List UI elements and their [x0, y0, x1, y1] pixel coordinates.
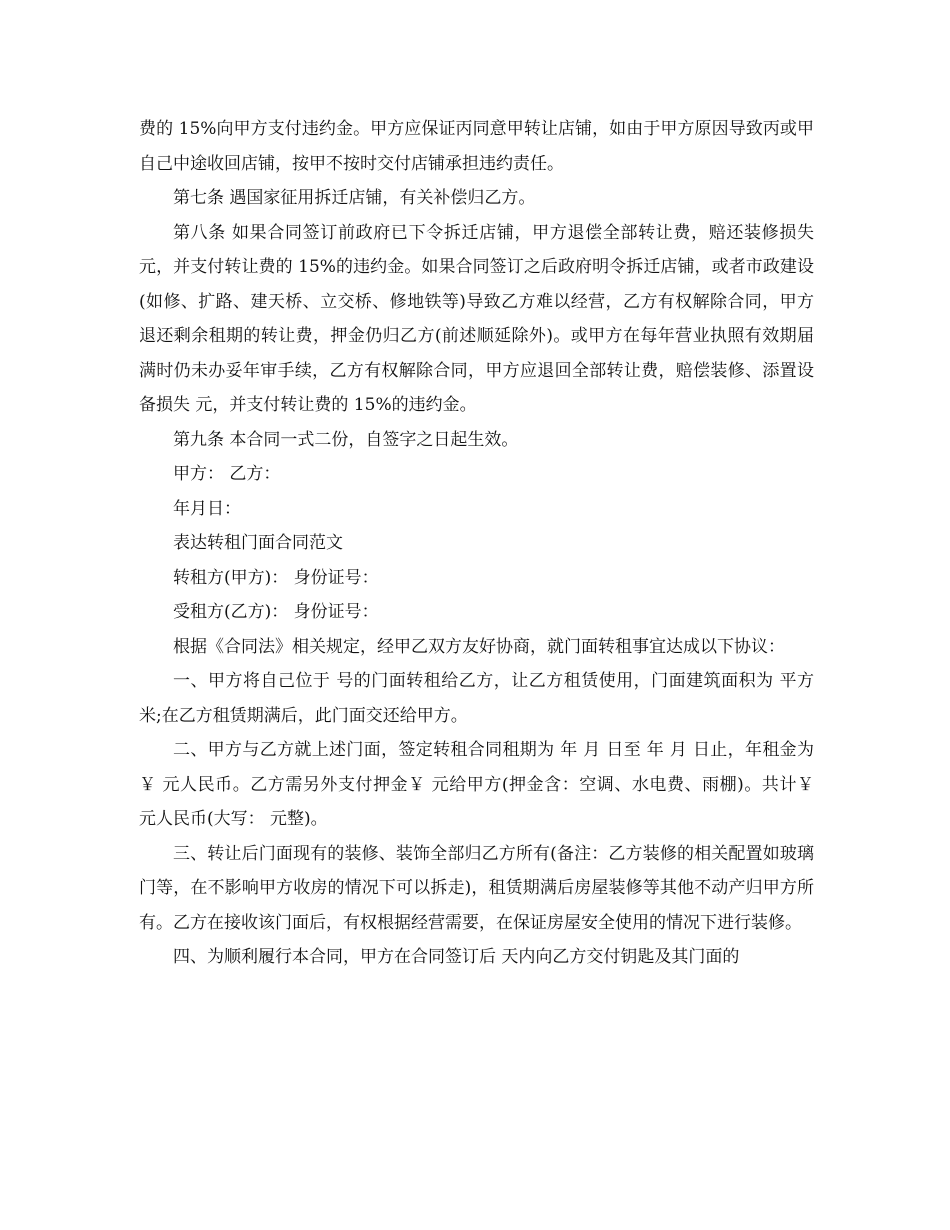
- signature-parties-line: 甲方： 乙方：: [173, 464, 281, 484]
- clause-4: 四、为顺利履行本合同，甲方在合同签订后 天内向乙方交付钥匙及其门面的: [173, 947, 740, 967]
- clause-1: 一、甲方将自己位于 号的门面转租给乙方，让乙方租赁使用，门面建筑面积为 平方米;在乙方租赁期满后，此门面交还给甲方。: [139, 671, 814, 726]
- paragraph-article-7: 第七条 遇国家征用拆迁店铺，有关补偿归乙方。: [173, 188, 536, 208]
- sublessee-line: 受租方(乙方)： 身份证号：: [173, 602, 379, 622]
- paragraph-article-9: 第九条 本合同一式二份，自签字之日起生效。: [173, 429, 519, 450]
- paragraph-penalty-continuation: 费的 15%向甲方支付违约金。甲方应保证丙同意甲转让店铺，如由于甲方原因导致丙或甲自己中途收回店铺，按甲不按时交付店铺承担违约责任。: [139, 119, 814, 174]
- section-title: 表达转租门面合同范文: [173, 533, 343, 553]
- clause-3: 三、转让后门面现有的装修、装饰全部归乙方所有(备注：乙方装修的相关配置如玻璃门等，在不影响甲方收房的情况下可以拆走)，租赁期满后房屋装修等其他不动产归甲方所有。乙方在接收该门面后，有权根据经营需要，在保证房屋安全使用的情况下进行装修。: [139, 843, 814, 933]
- date-line: 年月日：: [173, 498, 241, 519]
- clause-2: 二、甲方与乙方就上述门面，签定转租合同租期为 年 月 日至 年 月 日止，年租金为￥ 元人民币。乙方需另外支付押金￥ 元给甲方(押金含：空调、水电费、雨棚)。共计￥ 元人民币(大写： 元整)。: [139, 740, 814, 829]
- document-body: [139, 112, 814, 975]
- preamble-paragraph: 根据《合同法》相关规定，经甲乙双方友好协商，就门面转租事宜达成以下协议：: [173, 636, 785, 657]
- paragraph-article-8: 第八条 如果合同签订前政府已下令拆迁店铺，甲方退偿全部转让费，赔还装修损失 元，并支付转让费的 15%的违约金。如果合同签订之后政府明令拆迁店铺，或者市政建设(如修、扩路、建天桥、立交桥、修地铁等)导致乙方难以经营，乙方有权解除合同，甲方退还剩余租期的转让费，押金仍归乙方(前述顺延除外)。或甲方在每年营业执照有效期届满时仍未办妥年审手续，乙方有权解除合同，甲方应退回全部转让费，赔偿装修、添置设备损失 元，并支付转让费的 15%的违约金。: [139, 222, 814, 415]
- sublessor-line: 转租方(甲方)： 身份证号：: [173, 567, 379, 588]
